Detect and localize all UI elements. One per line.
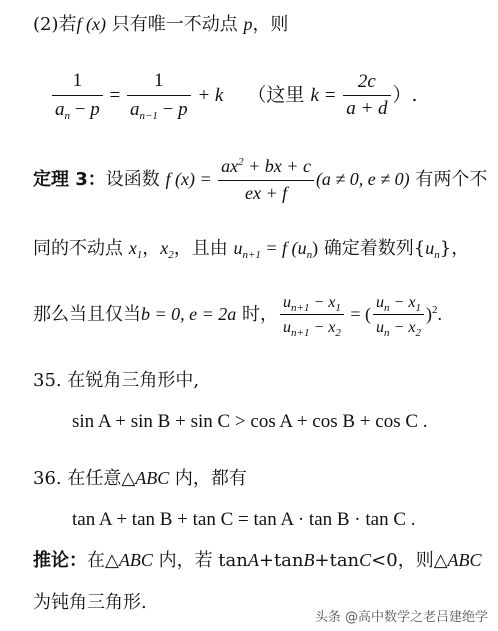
- equation-recurrence: $\frac{1}{a_n - p}$ = $\frac{1}{a_{n-1} - p}$ + k （这里 k = $\frac{2c}{a + d}$ ）.: [50, 70, 418, 122]
- corollary-label: 推论：: [33, 550, 87, 571]
- fraction-rational-function: $\frac{ax^2 + bx + c}{ex + f}$: [218, 156, 314, 204]
- watermark: 头条 @高中数学之老吕建绝学: [314, 610, 488, 625]
- theorem-3: 定理 3：设函数 f (x) = $\frac{ax^2 + bx + c}{ex + f}$ (a ≠ 0, e ≠ 0) 有两个不: [33, 156, 488, 203]
- fraction-lhs: $\frac{1}{a_n - p}$: [52, 70, 103, 122]
- theorem-3-line-2: 同的不动点 $x_1$，$x_2$，且由 $u_{n+1} = f$ $(u_n)$ 确定着数列$\{u_n\}$，: [33, 238, 470, 261]
- item-35-formula: sin A + sin B + sin C > cos A + cos B + cos C .: [72, 411, 428, 432]
- corollary-line-2: 为钝角三角形.: [33, 592, 147, 613]
- item-36-title: 36. 在任意△ABC 内，都有: [33, 468, 247, 489]
- fraction-k: $\frac{2c}{a + d}$: [343, 71, 390, 122]
- theorem-label: 定理 3：: [33, 169, 106, 191]
- para-unique-fixed-point: (2)若f (x) 只有唯一不动点 p，则: [33, 14, 289, 35]
- item-35-title: 35. 在锐角三角形中,: [33, 370, 200, 391]
- triangle-abc: △ABC: [121, 468, 170, 488]
- corollary: 推论：在△ABC 内，若 tanA+tanB+tanC<0，则△ABC: [33, 550, 482, 571]
- fraction-ratio-lhs: $\frac{u_{n+1} - x_1}{u_{n+1} - x_2}$: [280, 292, 344, 338]
- fraction-ratio-rhs: $\frac{u_n - x_1}{u_n - x_2}$: [373, 292, 424, 338]
- theorem-3-line-3: 那么当且仅当b = 0, e = 2a 时， $\frac{u_{n+1} - x_1}{u_{n+1} - x_2}$ = ( $\frac{u_n - x_1}{u_n - x_2}$ )$^2$.: [33, 294, 442, 340]
- fraction-rhs: $\frac{1}{a_{n-1} - p}$: [127, 70, 191, 122]
- item-36-formula: tan A + tan B + tan C = tan A · tan B · tan C .: [72, 509, 416, 530]
